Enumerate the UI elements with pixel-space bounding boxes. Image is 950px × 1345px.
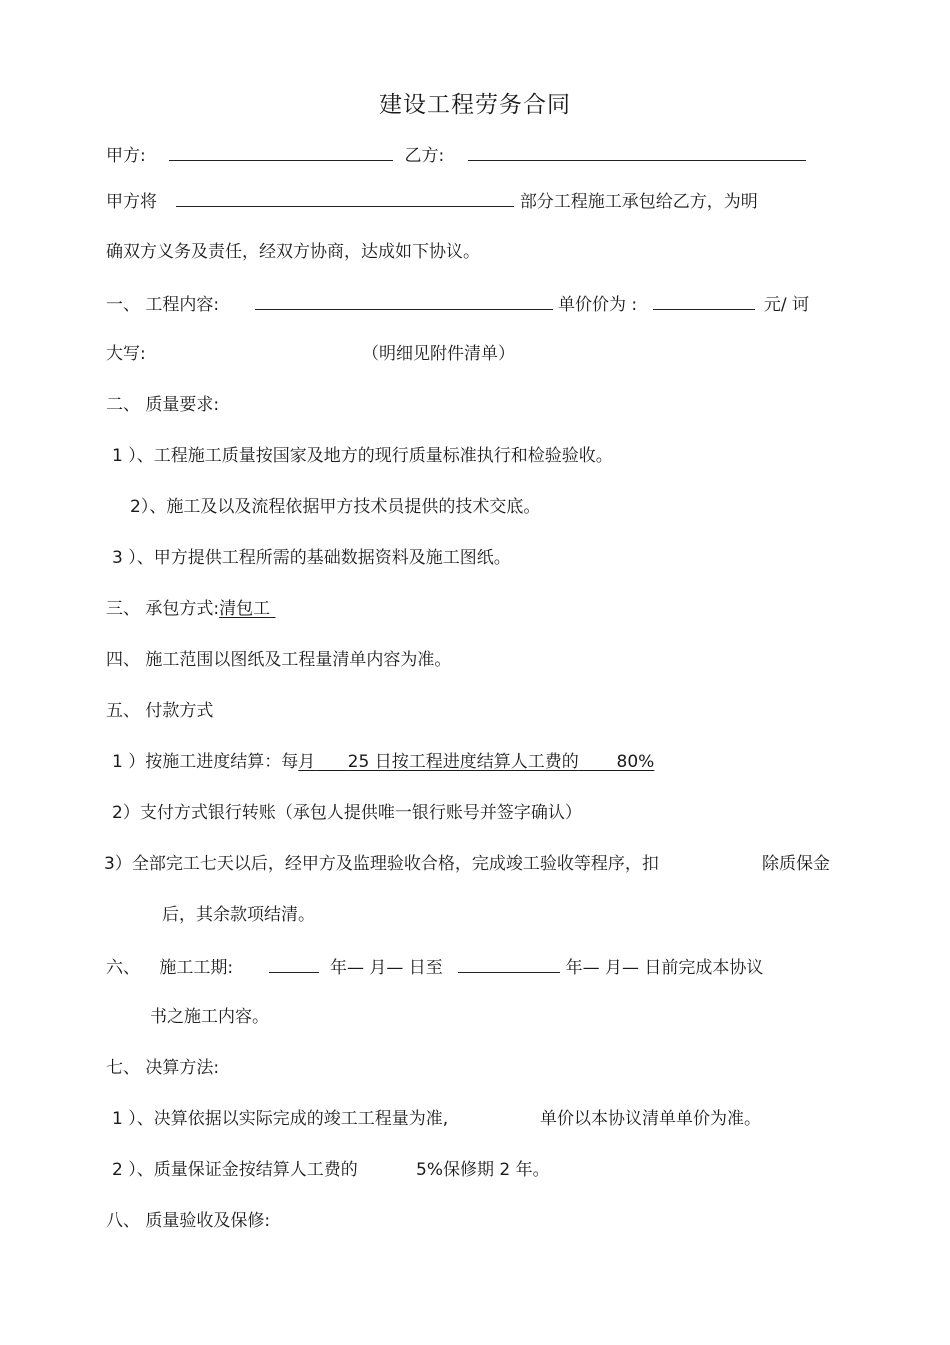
section-4-text: 四、 施工范围以图纸及工程量清单内容为准。 bbox=[106, 650, 452, 670]
section-5-item-3-c: 后，其余款项结清。 bbox=[162, 905, 315, 925]
party-b-blank bbox=[468, 142, 806, 161]
unit-price-label: 单价价为 : bbox=[557, 295, 638, 315]
payment-day-text: 25 日按工程进度结算人工费的 bbox=[347, 752, 579, 772]
section-7-item-1-a: 1 ）、决算依据以实际完成的竣工工程量为准, bbox=[112, 1109, 449, 1129]
section-5-item-1 bbox=[112, 750, 654, 774]
section-3-line bbox=[106, 597, 276, 621]
section-2-item-1: 1 ）、工程施工质量按国家及地方的现行质量标准执行和检验验收。 bbox=[112, 446, 613, 466]
section-1-heading: 一、 工程内容: bbox=[106, 295, 220, 315]
party-a-blank bbox=[169, 142, 393, 161]
section-6-line bbox=[106, 954, 763, 980]
document-title: 建设工程劳务合同 bbox=[379, 92, 571, 118]
start-year-blank bbox=[269, 954, 319, 973]
end-date-text: 年— 月— 日前完成本协议 bbox=[565, 958, 764, 978]
section-1-line bbox=[106, 291, 809, 317]
party-b-label: 乙方: bbox=[404, 146, 445, 166]
work-content-blank bbox=[255, 291, 553, 310]
section-2-heading: 二、 质量要求: bbox=[106, 395, 220, 415]
daxie-label: 大写: bbox=[106, 344, 146, 364]
construction-period-label: 施工工期: bbox=[159, 958, 234, 978]
section-7-heading: 七、 决算方法: bbox=[106, 1058, 220, 1078]
start-date-text: 年— 月— 日至 bbox=[329, 958, 443, 978]
section-7-item-2-a: 2 ）、质量保证金按结算人工费的 bbox=[112, 1160, 358, 1180]
party-a-label: 甲方: bbox=[106, 146, 146, 166]
intro-suffix: 部分工程施工承包给乙方，为明 bbox=[519, 192, 758, 212]
end-year-blank bbox=[458, 954, 560, 973]
section-1-daxie-line bbox=[106, 342, 515, 366]
payment-percent: 80% bbox=[616, 752, 655, 772]
section-5-item-2: 2）支付方式银行转账（承包人提供唯一银行账号并签字确认） bbox=[112, 803, 582, 823]
section-5-heading: 五、 付款方式 bbox=[106, 701, 214, 721]
unit-price-blank bbox=[653, 291, 755, 310]
intro-prefix: 甲方将 bbox=[106, 192, 157, 212]
parties-line bbox=[106, 142, 806, 168]
section-3-heading: 三、 承包方式: bbox=[106, 599, 220, 619]
payment-month: 月 bbox=[298, 752, 316, 772]
unit-label: 元/ 诃 bbox=[763, 295, 810, 315]
section-6-heading: 六、 bbox=[106, 958, 140, 978]
section-2-item-2: 2）、施工及以及流程依据甲方技术员提供的技术交底。 bbox=[130, 497, 541, 517]
section-7-item-1-b: 单价以本协议清单单价为准。 bbox=[540, 1109, 761, 1129]
payment-prefix: 1 ）按施工进度结算：每 bbox=[112, 752, 299, 772]
section-8-heading: 八、 质量验收及保修: bbox=[106, 1211, 271, 1231]
scope-blank bbox=[176, 188, 514, 207]
contract-mode-value: 清包工 bbox=[219, 599, 271, 619]
intro-line-1 bbox=[106, 188, 758, 214]
intro-line-2: 确双方义务及责任，经双方协商，达成如下协议。 bbox=[106, 242, 480, 262]
section-2-item-3: 3 ）、甲方提供工程所需的基础数据资料及施工图纸。 bbox=[112, 548, 511, 568]
section-5-item-3-a: 3）全部完工七天以后，经甲方及监理验收合格，完成竣工验收等程序，扣 bbox=[104, 854, 659, 874]
section-5-item-3-b: 除质保金 bbox=[762, 854, 830, 874]
section-5-item-3 bbox=[104, 852, 659, 876]
section-7-item-2-b: 5%保修期 2 年。 bbox=[416, 1160, 550, 1180]
detail-note: （明细见附件清单） bbox=[362, 344, 515, 364]
section-6-continuation: 书之施工内容。 bbox=[150, 1007, 269, 1027]
